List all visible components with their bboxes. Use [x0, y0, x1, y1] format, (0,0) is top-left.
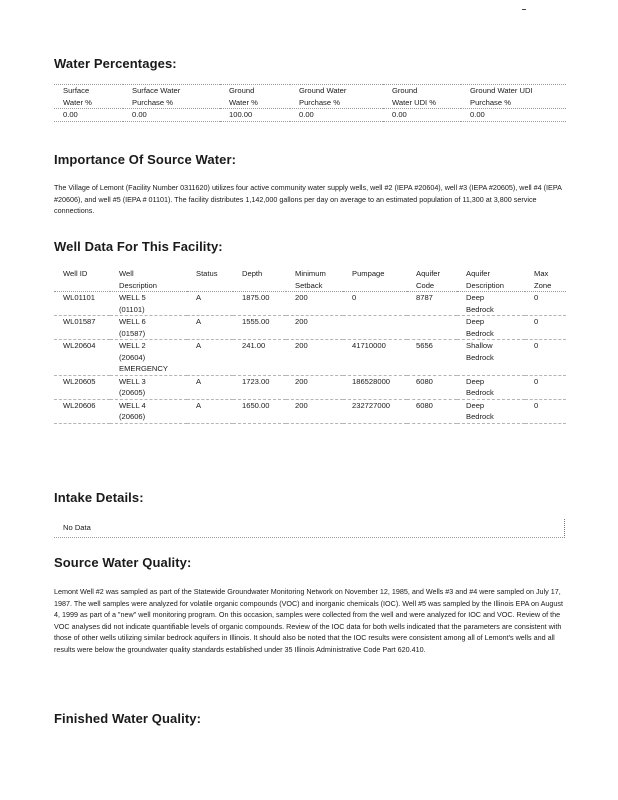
well-setback: 200 [286, 316, 343, 340]
source-quality-paragraph: Lemont Well #2 was sampled as part of the Statewide Groundwater Monitoring Network on November 12, 1985, and Wells #3 and #4 were sampled on July 17, 1987. The well samples were analyzed for volatile organic compounds (VOC) and inorganic chemicals (IOC). Well #5 was sampled by the Illinois EPA on August 4, 1999 as part of a "new" well monitoring program. On this occasion, samples were collected from the well and were analyzed for IOC and VOC. Review of the VOC analyses did not indicate quantifiable levels of organic compounds. Review of the IOC data for both wells indicated that the parameters are consistent with those of other wells utilizing similar bedrock aquifers in Illinois. It should also be noted that the IOC results were consistent among all of Lemont's wells and all results were below the groundwater quality standards established under 35 Illinois Administrative Code Part 620.410. [54, 587, 563, 654]
well-max-zone: 0 [525, 316, 566, 340]
water-percentages-table [54, 84, 566, 122]
value-ground-water-udi-purchase: 0.00 [470, 110, 485, 119]
well-aquifer-description: Deep Bedrock [457, 292, 525, 316]
well-depth: 1875.00 [233, 292, 286, 316]
well-max-zone: 0 [525, 375, 566, 399]
header-ground-water-purchase: Ground Water Purchase % [299, 86, 347, 107]
table-row [54, 292, 566, 316]
well-pumpage: 186528000 [343, 375, 407, 399]
well-description: WELL 5 (01101) [110, 292, 187, 316]
header-ground-water-udi: Ground Water UDI % [392, 86, 437, 107]
percentages-header-row [54, 85, 566, 109]
value-ground-water: 100.00 [229, 110, 253, 119]
well-aquifer-code [407, 316, 457, 340]
well-aquifer-description: Deep Bedrock [457, 375, 525, 399]
heading-well-data: Well Data For This Facility: [54, 239, 223, 254]
header-minimum-setback: Minimum Setback [295, 269, 326, 290]
heading-water-percentages: Water Percentages: [54, 56, 177, 71]
well-max-zone: 0 [525, 399, 566, 423]
header-surface-water: Surface Water % [63, 86, 92, 107]
heading-source-water-quality: Source Water Quality: [54, 555, 192, 570]
well-depth: 1650.00 [233, 399, 286, 423]
well-description: WELL 4 (20606) [110, 399, 187, 423]
well-aquifer-code: 6080 [407, 399, 457, 423]
well-aquifer-description: Deep Bedrock [457, 316, 525, 340]
importance-paragraph: The Village of Lemont (Facility Number 0311620) utilizes four active community water supply wells, well #2 (IEPA #20604), well #3 (IEPA #20605), well #4 (IEPA #20606), and well #5 (IEPA # 01101). The facility distributes 1,142,000 gallons per day on average to an estimated population of 11,300 at 3,800 service connections. [54, 183, 562, 216]
header-ground-water: Ground Water % [229, 86, 258, 107]
well-aquifer-description: Deep Bedrock [457, 399, 525, 423]
value-ground-water-purchase: 0.00 [299, 110, 314, 119]
well-id: WL20604 [54, 340, 110, 376]
well-setback: 200 [286, 340, 343, 376]
well-setback: 200 [286, 375, 343, 399]
well-status: A [187, 399, 233, 423]
well-id: WL01587 [54, 316, 110, 340]
intake-value: No Data [63, 523, 91, 532]
well-header-row [54, 268, 566, 292]
header-well-id: Well ID [63, 269, 88, 278]
well-pumpage: 41710000 [343, 340, 407, 376]
well-pumpage: 0 [343, 292, 407, 316]
well-status: A [187, 375, 233, 399]
well-pumpage [343, 316, 407, 340]
well-description: WELL 6 (01587) [110, 316, 187, 340]
well-id: WL01101 [54, 292, 110, 316]
well-depth: 1555.00 [233, 316, 286, 340]
well-aquifer-code: 8787 [407, 292, 457, 316]
scan-mark [522, 9, 526, 10]
intake-details-box [54, 519, 565, 538]
percentages-value-row [54, 109, 566, 122]
header-ground-water-udi-purchase: Ground Water UDI Purchase % [470, 86, 533, 107]
well-status: A [187, 316, 233, 340]
well-aquifer-code: 6080 [407, 375, 457, 399]
well-pumpage: 232727000 [343, 399, 407, 423]
value-surface-water-purchase: 0.00 [132, 110, 147, 119]
value-surface-water: 0.00 [63, 110, 78, 119]
header-aquifer-code: Aquifer Code [416, 269, 441, 290]
well-setback: 200 [286, 399, 343, 423]
header-depth: Depth [242, 269, 263, 278]
well-depth: 241.00 [233, 340, 286, 376]
table-row [54, 399, 566, 423]
value-ground-water-udi: 0.00 [392, 110, 407, 119]
table-row [54, 340, 566, 376]
header-pumpage: Pumpage [352, 269, 385, 278]
well-data-table [54, 268, 566, 424]
well-setback: 200 [286, 292, 343, 316]
well-max-zone: 0 [525, 292, 566, 316]
heading-intake-details: Intake Details: [54, 490, 144, 505]
well-status: A [187, 340, 233, 376]
header-status: Status [196, 269, 218, 278]
well-depth: 1723.00 [233, 375, 286, 399]
header-surface-water-purchase: Surface Water Purchase % [132, 86, 181, 107]
header-aquifer-description: Aquifer Description [466, 269, 504, 290]
table-row [54, 316, 566, 340]
well-id: WL20605 [54, 375, 110, 399]
header-max-zone: Max Zone [534, 269, 552, 290]
well-description: WELL 2 (20604) EMERGENCY [110, 340, 187, 376]
well-id: WL20606 [54, 399, 110, 423]
well-max-zone: 0 [525, 340, 566, 376]
well-description: WELL 3 (20605) [110, 375, 187, 399]
table-row [54, 375, 566, 399]
well-aquifer-description: Shallow Bedrock [457, 340, 525, 376]
heading-finished-water-quality: Finished Water Quality: [54, 711, 202, 726]
well-aquifer-code: 5656 [407, 340, 457, 376]
header-well-description: Well Description [119, 269, 157, 290]
well-status: A [187, 292, 233, 316]
heading-importance: Importance Of Source Water: [54, 152, 237, 167]
